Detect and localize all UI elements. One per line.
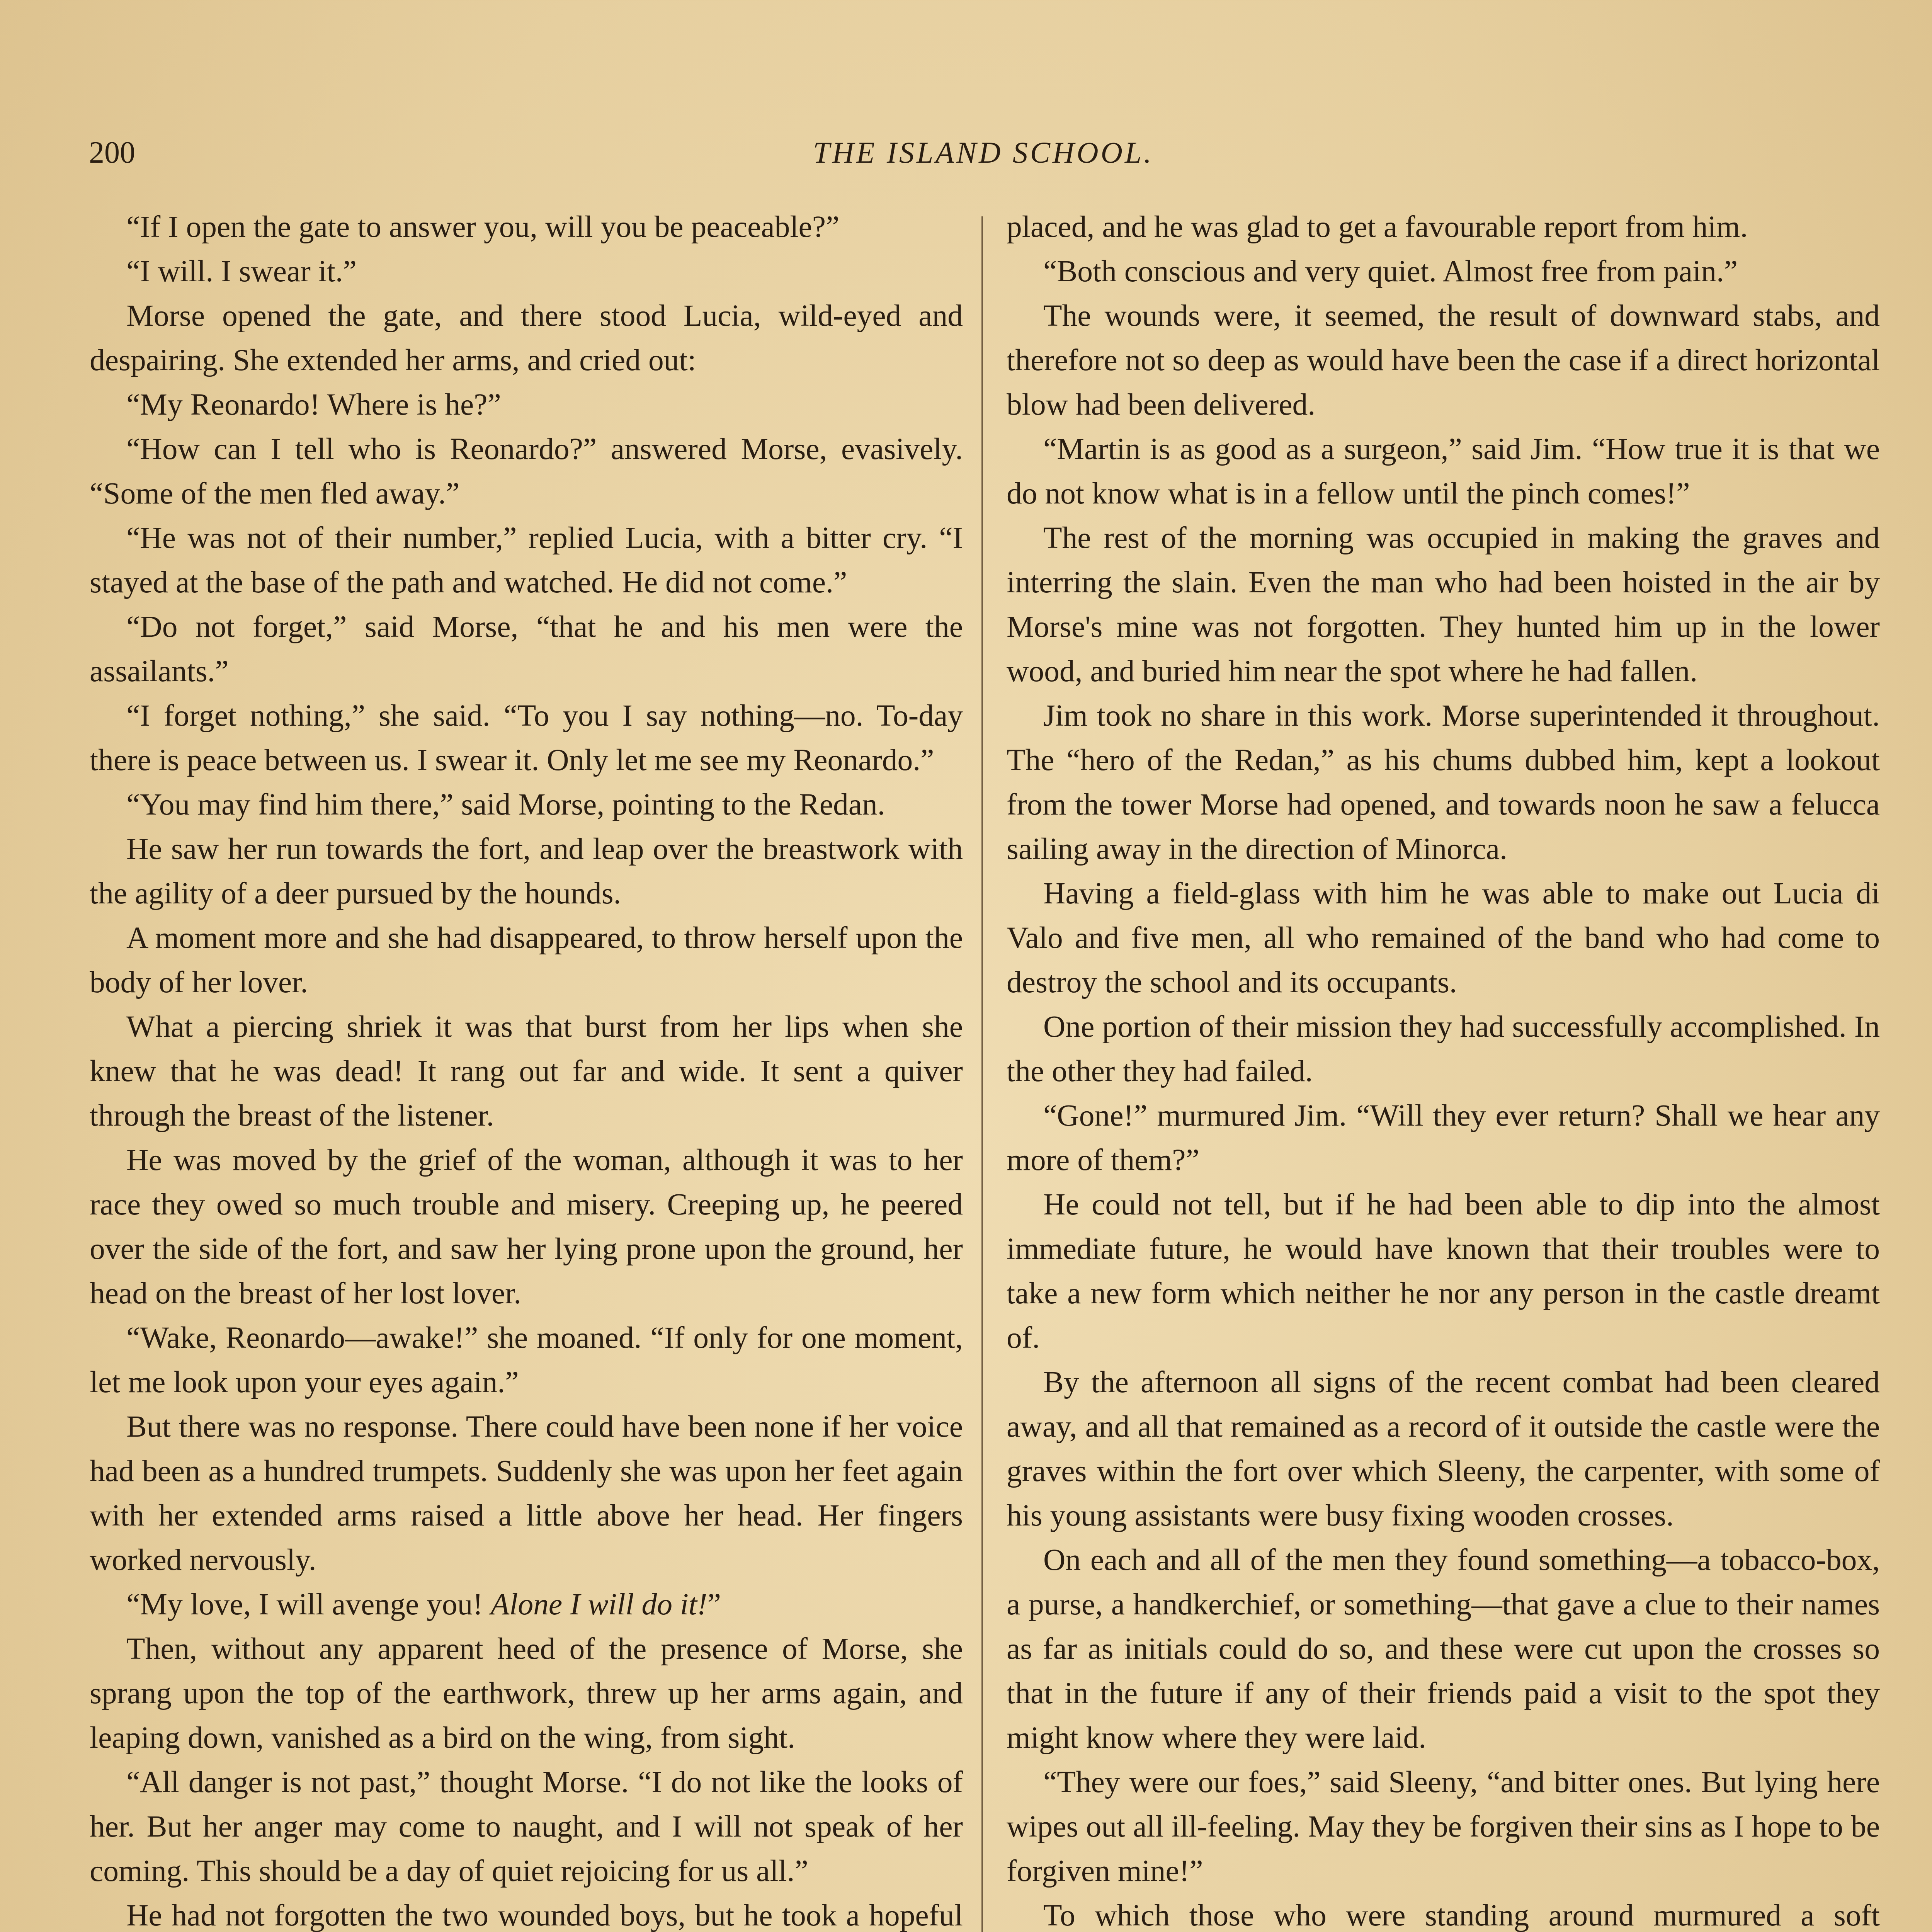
paragraph: A moment more and she had disappeared, to throw herself upon the body of her lover. [90,921,963,999]
paragraph: “Martin is as good as a surgeon,” said Jim. “How true it is that we do not know what is in a fellow until the pinch comes!” [1007,432,1880,510]
page-number: 200 [89,136,135,170]
continuation-paragraph: placed, and he was glad to get a favourable report from him. [1007,210,1748,244]
left-column [90,205,963,1932]
paragraph: “Do not forget,” said Morse, “that he and his men were the assailants.” [90,610,963,688]
paragraph: “Gone!” murmured Jim. “Will they ever return? Shall we hear any more of them?” [1007,1099,1880,1177]
paragraph: The wounds were, it seemed, the result of downward stabs, and therefore not so deep as would have been the case if a direct horizontal blow had been delivered. [1007,299,1880,422]
paragraph: “If I open the gate to answer you, will you be peaceable?” [126,210,840,244]
running-title: THE ISLAND SCHOOL. [813,136,1154,169]
right-column [1007,205,1880,1932]
avenge-prefix: “My love, I will avenge you! [126,1587,491,1621]
paragraph: “They were our foes,” said Sleeny, “and bitter ones. But lying here wipes out all ill-feeling. May they be forgiven their sins as I hope to be forgiven mine!” [1007,1765,1880,1888]
paragraph: Then, without any apparent heed of the presence of Morse, she sprang upon the top of the earthwork, threw up her arms again, and leaping down, vanished as a bird on the wing, from sight. [90,1632,963,1755]
paragraph: On each and all of the men they found something—a tobacco-box, a purse, a handkerchief, or something—that gave a clue to their names as far as initials could do so, and these were cut upon the crosses so that in the future if any of their friends paid a visit to the spot they might know where they were laid. [1007,1543,1880,1755]
paragraph: He could not tell, but if he had been able to dip into the almost immediate future, he would have known that their troubles were to take a new form which neither he nor any person in the castle dreamt of. [1007,1187,1880,1355]
paragraph: “I forget nothing,” she said. “To you I say nothing—no. To-day there is peace between us. I swear it. Only let me see my Reonardo.” [90,699,963,777]
column-divider [981,216,983,1932]
paragraph: “Wake, Reonardo—awake!” she moaned. “If only for one moment, let me look upon your eyes again.” [90,1321,963,1399]
paragraph: “I will. I swear it.” [126,254,357,288]
paragraph: “How can I tell who is Reonardo?” answered Morse, evasively. “Some of the men fled away.” [90,432,963,510]
paragraph: Jim took no share in this work. Morse superintended it throughout. The “hero of the Redan,” as his chums dubbed him, kept a lookout from the tower Morse had opened, and towards noon he saw a felucca sailing away in the direction of Minorca. [1007,699,1880,866]
paragraph: By the afternoon all signs of the recent combat had been cleared away, and all that remained as a record of it outside the castle were the graves within the fort over which Sleeny, the carpenter, with some of his young assistants were busy fixing wooden crosses. [1007,1365,1880,1532]
paragraph: To which those who were standing around murmured a soft [1043,1898,1880,1932]
paragraph: What a piercing shriek it was that burst from her lips when she knew that he was dead! It rang out far and wide. It sent a quiver through the breast of the listener. [90,1010,963,1133]
paragraph: “You may find him there,” said Morse, pointing to the Redan. [126,787,885,821]
paragraph: “All danger is not past,” thought Morse. “I do not like the looks of her. But her anger may come to naught, and I will not speak of her coming. This should be a day of quiet rejoicing for us all.” [90,1765,963,1888]
avenge-italic: Alone I will do it! [490,1587,707,1621]
paragraph: He saw her run towards the fort, and leap over the breastwork with the agility of a deer pursued by the hounds. [90,832,963,910]
page-header [89,131,1878,174]
avenge-suffix: ” [707,1587,721,1621]
paragraph: “He was not of their number,” replied Lucia, with a bitter cry. “I stayed at the base of the path and watched. He did not come.” [90,521,963,599]
paragraph: One portion of their mission they had successfully accomplished. In the other they had failed. [1007,1010,1880,1088]
paragraph: “My Reonardo! Where is he?” [126,388,501,422]
paragraph: Morse opened the gate, and there stood Lucia, wild-eyed and despairing. She extended her arms, and cried out: [90,299,963,377]
paragraph: He was moved by the grief of the woman, although it was to her race they owed so much trouble and misery. Creeping up, he peered over the side of the fort, and saw her lying prone upon the ground, her head on the breast of her lost lover. [90,1143,963,1310]
paragraph: “Both conscious and very quiet. Almost free from pain.” [1043,254,1738,288]
avenge-paragraph [90,1582,963,1627]
paragraph: He had not forgotten the two wounded boys, but he took a hopeful [126,1898,963,1932]
paragraph: Having a field-glass with him he was able to make out Lucia di Valo and five men, all who remained of the band who had come to destroy the school and its occupants. [1007,876,1880,999]
paragraph: The rest of the morning was occupied in making the graves and interring the slain. Even the man who had been hoisted in the air by Morse's mine was not forgotten. They hunted him up in the lower wood, and buried him near the spot where he had fallen. [1007,521,1880,688]
paragraph: But there was no response. There could have been none if her voice had been as a hundred trumpets. Suddenly she was upon her feet again with her extended arms raised a little above her head. Her fingers worked nervously. [90,1410,963,1577]
